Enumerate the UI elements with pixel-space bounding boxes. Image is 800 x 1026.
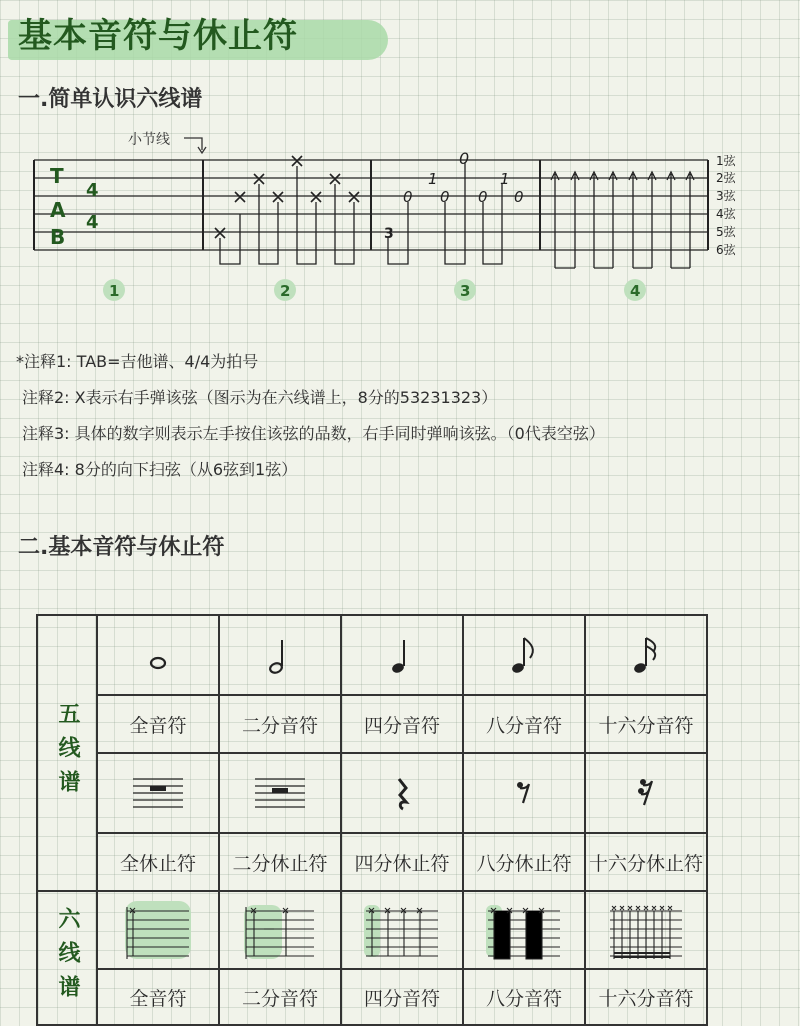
tab-whole-note-cell <box>97 891 219 969</box>
row-label-tab <box>37 891 97 1025</box>
tab-half-note-cell <box>219 891 341 969</box>
staff-label-text: 五线谱 <box>55 702 80 804</box>
whole-rest-cell <box>97 753 219 833</box>
rest-name-quarter: 四分休止符 <box>341 833 463 891</box>
note-3: 注释3: 具体的数字则表示左手按住该弦的品数，右手同时弹响该弦。（0代表空弦） <box>22 424 605 443</box>
string-label-6: 6弦 <box>716 243 736 257</box>
note-rest-table <box>36 614 708 1026</box>
fret-one-2: 1 <box>500 170 510 188</box>
eighth-rest-icon <box>509 773 539 813</box>
sixteenth-rest-icon <box>631 773 661 813</box>
string-label-3: 3弦 <box>716 189 736 203</box>
measure-number-2: 2 <box>280 282 291 300</box>
fret-one-1: 1 <box>428 170 438 188</box>
rest-name-half: 二分休止符 <box>219 833 341 891</box>
tab-half-note-icon <box>242 899 318 961</box>
note-name-eighth: 八分音符 <box>463 695 585 753</box>
bar-line-label: 小节线 <box>128 132 170 148</box>
sixteenth-rest-cell <box>585 753 707 833</box>
fret-zero-4: 0 <box>514 188 524 206</box>
fret-zero-3: 0 <box>478 188 488 206</box>
fret-zero-top: 0 <box>459 149 470 168</box>
section1-heading: 一.简单认识六线谱 <box>18 87 203 112</box>
title-block <box>8 8 298 57</box>
fret-zero-2: 0 <box>440 188 450 206</box>
time-sig-bottom: 4 <box>86 212 99 233</box>
string-label-1: 1弦 <box>716 154 736 168</box>
quarter-note-icon <box>382 630 422 680</box>
whole-note-icon <box>138 635 178 675</box>
half-rest-icon <box>250 775 310 811</box>
quarter-rest-icon <box>387 773 417 813</box>
measure-number-3: 3 <box>460 282 471 300</box>
tab-note-name-eighth: 八分音符 <box>463 969 585 1025</box>
eighth-rest-cell <box>463 753 585 833</box>
whole-note-cell <box>97 615 219 695</box>
whole-rest-icon <box>128 775 188 811</box>
string-label-5: 5弦 <box>716 225 736 239</box>
notes-block <box>16 344 605 488</box>
note-2: 注释2: X表示右手弹该弦（图示为在六线谱上，8分的53231323） <box>22 388 498 407</box>
sixteenth-note-cell <box>585 615 707 695</box>
note-name-sixteenth: 十六分音符 <box>585 695 707 753</box>
tab-sixteenth-note-icon <box>606 899 686 961</box>
tab-quarter-note-icon <box>362 899 442 961</box>
rest-name-sixteenth: 十六分休止符 <box>585 833 707 891</box>
half-note-icon <box>260 630 300 680</box>
note-name-half: 二分音符 <box>219 695 341 753</box>
tab-note-name-whole: 全音符 <box>97 969 219 1025</box>
string-label-2: 2弦 <box>716 171 736 185</box>
eighth-note-cell <box>463 615 585 695</box>
note-name-quarter: 四分音符 <box>341 695 463 753</box>
tab-whole-note-icon <box>123 899 193 961</box>
string-label-4: 4弦 <box>716 207 736 221</box>
tab-eighth-note-cell <box>463 891 585 969</box>
tab-staff-diagram <box>0 118 800 308</box>
sixteenth-note-icon <box>626 630 666 680</box>
row-label-staff <box>37 615 97 891</box>
note-4: 注释4: 8分的向下扫弦（从6弦到1弦） <box>22 460 298 479</box>
fret-zero-1: 0 <box>403 188 413 206</box>
half-rest-cell <box>219 753 341 833</box>
fret-three: 3 <box>384 226 394 242</box>
note-name-whole: 全音符 <box>97 695 219 753</box>
quarter-rest-cell <box>341 753 463 833</box>
tab-letter-a: A <box>50 198 66 222</box>
tab-note-name-half: 二分音符 <box>219 969 341 1025</box>
measure-number-1: 1 <box>109 282 120 300</box>
measure-number-4: 4 <box>630 282 641 300</box>
tab-letter-t: T <box>50 164 64 188</box>
measure-2-x-marks <box>215 156 359 238</box>
tab-note-name-quarter: 四分音符 <box>341 969 463 1025</box>
page-title: 基本音符与休止符 <box>18 16 298 56</box>
rest-name-whole: 全休止符 <box>97 833 219 891</box>
eighth-note-icon <box>504 630 544 680</box>
time-sig-top: 4 <box>86 180 99 201</box>
quarter-note-cell <box>341 615 463 695</box>
tab-note-name-sixteenth: 十六分音符 <box>585 969 707 1025</box>
rest-name-eighth: 八分休止符 <box>463 833 585 891</box>
tab-sixteenth-note-cell <box>585 891 707 969</box>
tab-letter-b: B <box>50 225 66 249</box>
section2-heading: 二.基本音符与休止符 <box>18 535 225 560</box>
tab-eighth-note-icon <box>484 899 564 961</box>
note-1: *注释1: TAB=吉他谱、4/4为拍号 <box>16 352 259 371</box>
tab-label-text: 六线谱 <box>55 907 80 1009</box>
half-note-cell <box>219 615 341 695</box>
measure-4-strums <box>551 172 694 268</box>
tab-quarter-note-cell <box>341 891 463 969</box>
